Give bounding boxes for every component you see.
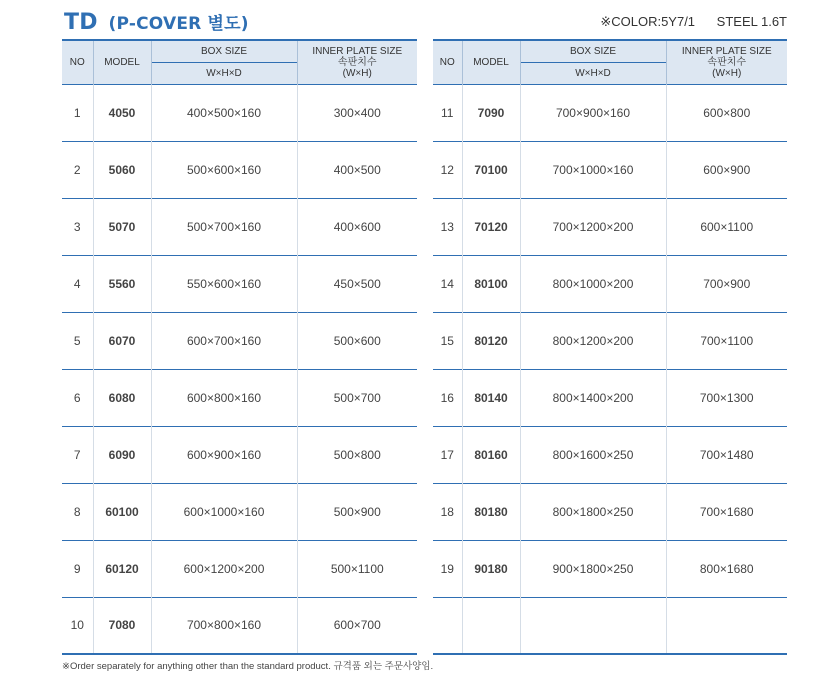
row-inner-size (666, 597, 787, 654)
row-model: 6070 (93, 312, 151, 369)
row-model: 90180 (462, 540, 520, 597)
row-inner-size: 600×700 (297, 597, 417, 654)
row-inner-size: 500×700 (297, 369, 417, 426)
row-no: 16 (433, 369, 462, 426)
header-model: MODEL (93, 40, 151, 84)
spec-table-right (433, 39, 787, 655)
row-no: 11 (433, 84, 462, 141)
row-inner-size: 700×1100 (666, 312, 787, 369)
row-no: 3 (62, 198, 93, 255)
row-box-size: 500×600×160 (151, 141, 297, 198)
header-inner-line3: (W×H) (342, 67, 372, 79)
row-inner-size: 500×1100 (297, 540, 417, 597)
header-box-dims: W×H×D (151, 62, 297, 84)
row-model: 4050 (93, 84, 151, 141)
table-row (433, 84, 787, 141)
row-model: 6080 (93, 369, 151, 426)
spec-table-left (62, 39, 417, 655)
row-inner-size: 800×1680 (666, 540, 787, 597)
header-inner-plate (297, 40, 417, 84)
row-box-size: 500×700×160 (151, 198, 297, 255)
row-box-size: 700×800×160 (151, 597, 297, 654)
row-inner-size: 700×1480 (666, 426, 787, 483)
row-model: 70120 (462, 198, 520, 255)
row-model: 80180 (462, 483, 520, 540)
table-row (433, 483, 787, 540)
row-inner-size: 450×500 (297, 255, 417, 312)
row-box-size: 800×1000×200 (520, 255, 666, 312)
row-box-size: 600×1000×160 (151, 483, 297, 540)
table-row (433, 540, 787, 597)
row-box-size: 900×1800×250 (520, 540, 666, 597)
row-box-size: 600×700×160 (151, 312, 297, 369)
row-model: 5560 (93, 255, 151, 312)
table-row (62, 141, 417, 198)
row-inner-size: 500×600 (297, 312, 417, 369)
page-title (64, 9, 249, 35)
row-model: 70100 (462, 141, 520, 198)
header-box-size: BOX SIZE (151, 40, 297, 62)
row-model: 6090 (93, 426, 151, 483)
row-no: 14 (433, 255, 462, 312)
row-model: 80120 (462, 312, 520, 369)
row-box-size: 700×1000×160 (520, 141, 666, 198)
table-row (433, 312, 787, 369)
header-model: MODEL (462, 40, 520, 84)
row-inner-size: 700×900 (666, 255, 787, 312)
row-no: 18 (433, 483, 462, 540)
title-sub: (P-COVER 별도) (108, 14, 249, 34)
table-row (62, 255, 417, 312)
row-box-size: 800×1600×250 (520, 426, 666, 483)
spec-line (600, 14, 787, 30)
row-no: 8 (62, 483, 93, 540)
header-inner-line1: INNER PLATE SIZE (681, 45, 772, 57)
row-no: 15 (433, 312, 462, 369)
table-row (62, 198, 417, 255)
row-box-size: 600×900×160 (151, 426, 297, 483)
row-model: 80160 (462, 426, 520, 483)
row-no: 12 (433, 141, 462, 198)
row-no: 19 (433, 540, 462, 597)
table-row (62, 369, 417, 426)
row-inner-size: 600×900 (666, 141, 787, 198)
table-row (433, 198, 787, 255)
header-inner-line1: INNER PLATE SIZE (312, 45, 403, 57)
header-inner-plate (666, 40, 787, 84)
row-no: 9 (62, 540, 93, 597)
row-inner-size: 600×1100 (666, 198, 787, 255)
table-row (62, 312, 417, 369)
row-model: 7080 (93, 597, 151, 654)
row-model: 7090 (462, 84, 520, 141)
row-no: 2 (62, 141, 93, 198)
row-no: 17 (433, 426, 462, 483)
row-model: 5060 (93, 141, 151, 198)
row-no: 4 (62, 255, 93, 312)
row-box-size: 600×800×160 (151, 369, 297, 426)
row-model: 80140 (462, 369, 520, 426)
table-row (433, 597, 787, 654)
table-row (433, 369, 787, 426)
header-inner-line2: 속판치수 (707, 56, 747, 68)
row-box-size (520, 597, 666, 654)
row-no: 10 (62, 597, 93, 654)
row-box-size: 400×500×160 (151, 84, 297, 141)
color-spec: ※COLOR:5Y7/1 (600, 14, 696, 29)
footnote: ※Order separately for anything other than the standard product. 규격품 외는 주문사양임. (62, 661, 434, 672)
row-no: 7 (62, 426, 93, 483)
table-row (62, 540, 417, 597)
row-inner-size: 300×400 (297, 84, 417, 141)
header-no: NO (62, 40, 93, 84)
row-model: 60100 (93, 483, 151, 540)
row-no: 6 (62, 369, 93, 426)
row-inner-size: 700×1680 (666, 483, 787, 540)
row-box-size: 800×1800×250 (520, 483, 666, 540)
table-row (62, 84, 417, 141)
row-no: 1 (62, 84, 93, 141)
row-box-size: 700×900×160 (520, 84, 666, 141)
title-main: TD (64, 10, 98, 35)
table-row (433, 255, 787, 312)
row-model: 5070 (93, 198, 151, 255)
row-inner-size: 700×1300 (666, 369, 787, 426)
row-box-size: 800×1200×200 (520, 312, 666, 369)
table-row (433, 426, 787, 483)
row-model: 80100 (462, 255, 520, 312)
header-inner-line3: (W×H) (712, 67, 742, 79)
row-model (462, 597, 520, 654)
row-box-size: 550×600×160 (151, 255, 297, 312)
row-box-size: 700×1200×200 (520, 198, 666, 255)
row-inner-size: 500×900 (297, 483, 417, 540)
row-inner-size: 400×600 (297, 198, 417, 255)
table-row (62, 426, 417, 483)
steel-spec: STEEL 1.6T (716, 14, 787, 29)
row-no: 5 (62, 312, 93, 369)
row-box-size: 600×1200×200 (151, 540, 297, 597)
header-no: NO (433, 40, 462, 84)
table-row (62, 597, 417, 654)
header-box-dims: W×H×D (520, 62, 666, 84)
header-box-size: BOX SIZE (520, 40, 666, 62)
header-inner-line2: 속판치수 (337, 56, 377, 68)
row-inner-size: 600×800 (666, 84, 787, 141)
table-row (62, 483, 417, 540)
table-row (433, 141, 787, 198)
row-inner-size: 400×500 (297, 141, 417, 198)
row-no: 13 (433, 198, 462, 255)
row-model: 60120 (93, 540, 151, 597)
row-no (433, 597, 462, 654)
row-inner-size: 500×800 (297, 426, 417, 483)
row-box-size: 800×1400×200 (520, 369, 666, 426)
